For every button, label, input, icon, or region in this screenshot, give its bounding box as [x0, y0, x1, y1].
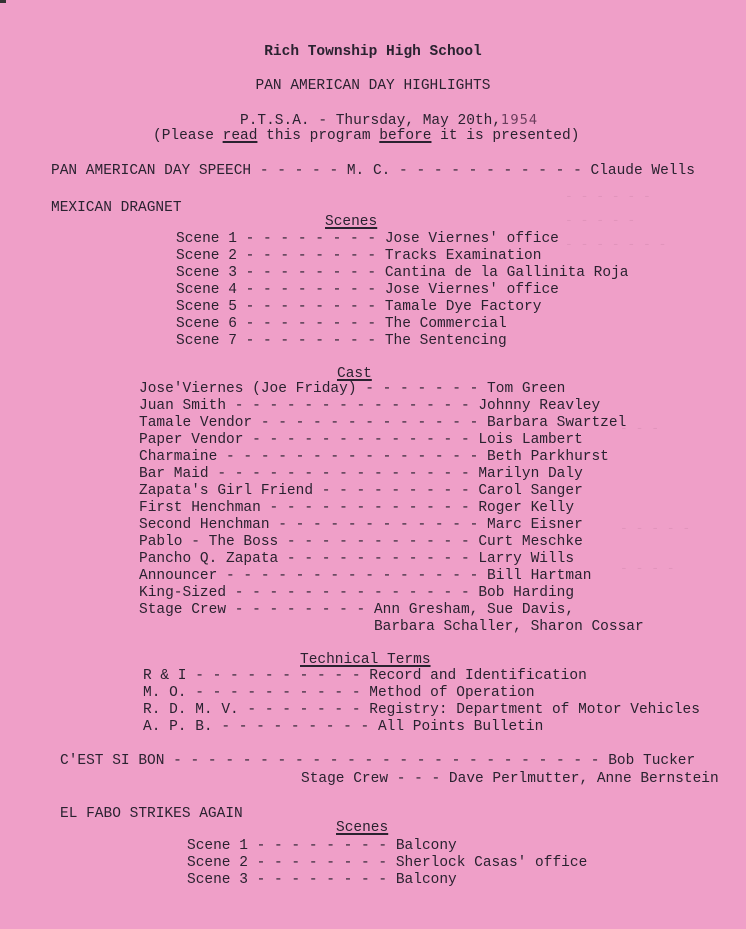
technical-terms-heading: Technical Terms	[300, 652, 431, 668]
term-item: R. D. M. V. - - - - - - - Registry: Department of Motor Vehicles	[143, 702, 700, 718]
program-page: - - - - - - - - - - - - - - - - - - - - - - - - - - - - - - Rich Township High School PAN AMERICAN DAY HIGHLIGHTS P.T.S.A. - Thursday, May 20th,1954 (Please read this program before it is presented) PAN AMERICAN DAY SPEECH - - - - - M. C. - - - - - - - - - - - Claude Wells MEXICAN DRAGNET Scenes Scene 1 - - - - - - - - Jose Viernes' office Scene 2 - - - - - - - - Tracks Examination Scene 3 - - - - - - - - Cantina de la Gallinita Roja Scene 4 - - - - - - - - Jose Viernes' office Scene 5 - - - - - - - - Tamale Dye Factory Scene 6 - - - - - - - - The Commercial Scene 7 - - - - - - - - The Sentencing Cast Jose'Viernes (Joe Friday) - - - - - - - Tom Green Juan Smith - - - - - - - - - - - - - - Johnny Reavley Tamale Vendor - - - - - - - - - - - - - Barbara Swartzel Paper Vendor - - - - - - - - - - - - - Lois Lambert Charmaine - - - - - - - - - - - - - - - Beth Parkhurst Bar Maid - - - - - - - - - - - - - - - Marilyn Daly Zapata's Girl Friend - - - - - - - - - Carol Sanger First Henchman - - - - - - - - - - - - Roger Kelly Second Henchman - - - - - - - - - - - - Marc Eisner Pablo - The Boss - - - - - - - - - - - Curt Meschke Pancho Q. Zapata - - - - - - - - - - - Larry Wills Announcer - - - - - - - - - - - - - - - Bill Hartman King-Sized - - - - - - - - - - - - - - Bob Harding Stage Crew - - - - - - - - Ann Gresham, Sue Davis, Barbara Schaller, Sharon Cossar Technical Terms R & I - - - - - - - - - - Record and Identification M. O. - - - - - - - - - - Method of Operation R. D. M. V. - - - - - - - Registry: Department of Motor Vehicles A. P. B. - - - - - - - - - All Points Bulletin C'EST SI BON - - - - - - - - - - - - - - - - - - - - - - - - - Bob Tucker Stage Crew - - - Dave Perlmutter, Anne Bernstein EL FABO STRIKES AGAIN Scenes Scene 1 - - - - - - - - Balcony Scene 2 - - - - - - - - Sherlock Casas' office Scene 3 - - - - - - - - Balcony	[0, 0, 746, 929]
scene-item: Scene 1 - - - - - - - - Balcony	[187, 838, 457, 854]
cast-item: Announcer - - - - - - - - - - - - - - - Bill Hartman	[139, 568, 592, 584]
cast-item: Juan Smith - - - - - - - - - - - - - - Johnny Reavley	[139, 398, 601, 414]
elfabo-scenes-heading: Scenes	[336, 820, 389, 836]
dragnet-title: MEXICAN DRAGNET	[51, 200, 182, 216]
elfabo-title: EL FABO STRIKES AGAIN	[60, 806, 243, 822]
cast-item: Second Henchman - - - - - - - - - - - - Marc Eisner	[139, 517, 583, 533]
handwritten-year: 1954	[501, 113, 539, 128]
scene-item: Scene 2 - - - - - - - - Tracks Examination	[176, 248, 542, 264]
cast-item: Paper Vendor - - - - - - - - - - - - - Lois Lambert	[139, 432, 583, 448]
cast-item: First Henchman - - - - - - - - - - - - Roger Kelly	[139, 500, 575, 516]
note-read-underlined: read	[222, 128, 258, 144]
scene-item: Scene 4 - - - - - - - - Jose Viernes' office	[176, 282, 559, 298]
cast-item: Charmaine - - - - - - - - - - - - - - - Beth Parkhurst	[139, 449, 609, 465]
term-item: R & I - - - - - - - - - - Record and Identification	[143, 668, 587, 684]
dragnet-scenes-heading: Scenes	[325, 214, 378, 230]
cestsibon-crew: Stage Crew - - - Dave Perlmutter, Anne Bernstein	[301, 771, 719, 787]
corner-mark	[0, 0, 6, 3]
program-title: PAN AMERICAN DAY HIGHLIGHTS	[255, 78, 491, 94]
scene-item: Scene 2 - - - - - - - - Sherlock Casas' office	[187, 855, 588, 871]
scene-item: Scene 5 - - - - - - - - Tamale Dye Factory	[176, 299, 542, 315]
cast-item: Pablo - The Boss - - - - - - - - - - - Curt Meschke	[139, 534, 583, 550]
cast-heading: Cast	[337, 366, 372, 382]
scene-item: Scene 7 - - - - - - - - The Sentencing	[176, 333, 507, 349]
note-before-underlined: before	[379, 128, 432, 144]
read-note	[153, 128, 579, 145]
cast-item: Zapata's Girl Friend - - - - - - - - - Carol Sanger	[139, 483, 583, 499]
cast-item-continued: Barbara Schaller, Sharon Cossar	[139, 619, 644, 635]
cestsibon-line: C'EST SI BON - - - - - - - - - - - - - - - - - - - - - - - - - Bob Tucker	[60, 753, 696, 769]
date-text: P.T.S.A. - Thursday, May 20th,	[240, 113, 502, 129]
term-item: A. P. B. - - - - - - - - - All Points Bulletin	[143, 719, 544, 735]
school-name: Rich Township High School	[264, 44, 482, 60]
note-text-1: (Please	[153, 128, 223, 144]
cast-item: Tamale Vendor - - - - - - - - - - - - - Barbara Swartzel	[139, 415, 627, 431]
note-text-3: it is presented)	[431, 128, 580, 144]
cast-item: King-Sized - - - - - - - - - - - - - - Bob Harding	[139, 585, 575, 601]
cast-item: Bar Maid - - - - - - - - - - - - - - - Marilyn Daly	[139, 466, 583, 482]
cast-item: Pancho Q. Zapata - - - - - - - - - - - Larry Wills	[139, 551, 575, 567]
speech-line: PAN AMERICAN DAY SPEECH - - - - - M. C. - - - - - - - - - - - Claude Wells	[51, 163, 695, 179]
cast-item: Jose'Viernes (Joe Friday) - - - - - - - Tom Green	[139, 381, 566, 397]
cast-item: Stage Crew - - - - - - - - Ann Gresham, Sue Davis,	[139, 602, 575, 618]
scene-item: Scene 3 - - - - - - - - Cantina de la Gallinita Roja	[176, 265, 629, 281]
term-item: M. O. - - - - - - - - - - Method of Operation	[143, 685, 535, 701]
scene-item: Scene 3 - - - - - - - - Balcony	[187, 872, 457, 888]
note-text-2: this program	[257, 128, 380, 144]
scene-item: Scene 1 - - - - - - - - Jose Viernes' office	[176, 231, 559, 247]
scene-item: Scene 6 - - - - - - - - The Commercial	[176, 316, 507, 332]
